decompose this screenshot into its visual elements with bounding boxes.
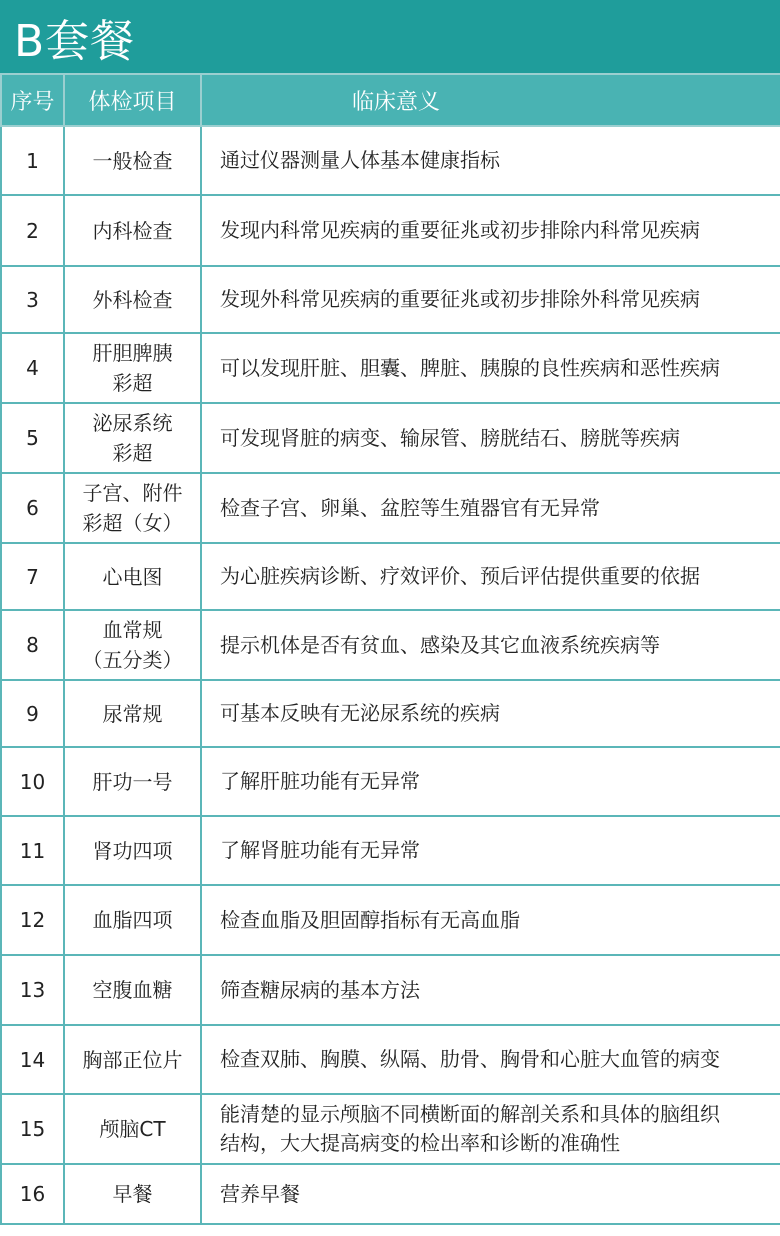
meaning-line: 检查双肺、胸膜、纵隔、肋骨、胸骨和心脏大血管的病变	[220, 1047, 720, 1071]
item-line: 空腹血糖	[92, 978, 173, 1002]
row-meaning	[201, 1164, 780, 1224]
row-meaning	[201, 816, 780, 885]
row-number: 4	[1, 333, 64, 403]
table-row	[1, 747, 780, 816]
row-number: 14	[1, 1025, 64, 1094]
item-line: 肾功四项	[92, 838, 173, 863]
item-line: 血常规	[102, 618, 163, 642]
meaning-line: 可基本反映有无泌尿系统的疾病	[220, 701, 500, 725]
row-item	[64, 816, 201, 885]
table-row	[1, 195, 780, 266]
table-row	[1, 1025, 780, 1094]
row-number: 15	[1, 1094, 64, 1164]
row-meaning	[201, 1094, 780, 1164]
checkup-table	[0, 73, 780, 1225]
row-meaning	[201, 610, 780, 680]
item-line: 子宫、附件	[82, 481, 183, 505]
row-number: 6	[1, 473, 64, 543]
table-row	[1, 1094, 780, 1164]
row-meaning	[201, 543, 780, 610]
row-number: 1	[1, 126, 64, 195]
row-meaning	[201, 473, 780, 543]
row-item	[64, 610, 201, 680]
item-line: 外科检查	[92, 287, 173, 312]
meaning-line: 为心脏疾病诊断、疗效评价、预后评估提供重要的依据	[220, 564, 700, 588]
table-row	[1, 680, 780, 747]
title-bar	[0, 0, 780, 73]
row-item	[64, 1094, 201, 1164]
table-row	[1, 333, 780, 403]
item-line: 肝功一号	[92, 769, 173, 794]
row-item	[64, 266, 201, 333]
item-line: 尿常规	[102, 701, 163, 726]
row-item	[64, 885, 201, 955]
item-line: 心电图	[102, 564, 163, 589]
meaning-line: 营养早餐	[220, 1181, 300, 1206]
column-header-meaning: 临床意义	[201, 74, 780, 126]
meaning-line: 可发现肾脏的病变、输尿管、膀胱结石、膀胱等疾病	[220, 425, 680, 450]
row-number: 16	[1, 1164, 64, 1224]
item-line: 彩超	[112, 371, 153, 395]
meaning-line: 筛查糖尿病的基本方法	[220, 977, 420, 1002]
item-line: （五分类）	[82, 648, 183, 672]
meaning-line: 结构，大大提高病变的检出率和诊断的准确性	[220, 1131, 620, 1155]
item-line: 早餐	[112, 1182, 153, 1206]
table-row	[1, 610, 780, 680]
table-row	[1, 816, 780, 885]
meaning-line: 提示机体是否有贫血、感染及其它血液系统疾病等	[220, 632, 660, 657]
meaning-line: 发现内科常见疾病的重要征兆或初步排除内科常见疾病	[220, 218, 700, 242]
table-header-row	[1, 74, 780, 126]
row-number: 3	[1, 266, 64, 333]
table-row	[1, 1164, 780, 1224]
column-header-item: 体检项目	[64, 74, 201, 126]
row-item	[64, 333, 201, 403]
row-item	[64, 543, 201, 610]
meaning-line: 检查子宫、卵巢、盆腔等生殖器官有无异常	[220, 495, 600, 520]
row-item	[64, 126, 201, 195]
row-meaning	[201, 747, 780, 816]
row-number: 10	[1, 747, 64, 816]
row-meaning	[201, 955, 780, 1025]
row-meaning	[201, 266, 780, 333]
column-header-no: 序号	[1, 74, 64, 126]
row-meaning	[201, 1025, 780, 1094]
row-item	[64, 195, 201, 266]
row-number: 2	[1, 195, 64, 266]
row-item	[64, 680, 201, 747]
meaning-line: 了解肝脏功能有无异常	[220, 769, 420, 793]
item-line: 血脂四项	[92, 908, 173, 932]
item-line: 颅脑CT	[99, 1117, 166, 1141]
table-row	[1, 473, 780, 543]
table-body	[1, 126, 780, 1224]
row-item	[64, 747, 201, 816]
meaning-line: 了解肾脏功能有无异常	[220, 838, 420, 862]
row-meaning	[201, 333, 780, 403]
item-line: 内科检查	[92, 218, 173, 243]
table-row	[1, 885, 780, 955]
row-number: 8	[1, 610, 64, 680]
item-line: 彩超	[112, 441, 153, 465]
row-number: 9	[1, 680, 64, 747]
row-item	[64, 403, 201, 473]
row-meaning	[201, 126, 780, 195]
item-line: 胸部正位片	[82, 1047, 183, 1072]
item-line: 彩超（女）	[82, 511, 183, 535]
meaning-line: 可以发现肝脏、胆囊、脾脏、胰腺的良性疾病和恶性疾病	[220, 355, 720, 380]
table-row	[1, 126, 780, 195]
row-meaning	[201, 195, 780, 266]
page-title: B套餐	[14, 15, 136, 67]
row-item	[64, 955, 201, 1025]
row-number: 7	[1, 543, 64, 610]
row-item	[64, 473, 201, 543]
item-line: 肝胆脾胰	[92, 341, 173, 365]
row-item	[64, 1164, 201, 1224]
meaning-line: 发现外科常见疾病的重要征兆或初步排除外科常见疾病	[220, 287, 700, 311]
item-line: 一般检查	[92, 148, 173, 173]
item-line: 泌尿系统	[92, 411, 173, 435]
row-number: 5	[1, 403, 64, 473]
row-number: 12	[1, 885, 64, 955]
row-number: 13	[1, 955, 64, 1025]
table-row	[1, 266, 780, 333]
row-item	[64, 1025, 201, 1094]
table-row	[1, 543, 780, 610]
row-meaning	[201, 885, 780, 955]
meaning-line: 检查血脂及胆固醇指标有无高血脂	[220, 907, 520, 932]
row-number: 11	[1, 816, 64, 885]
table-row	[1, 955, 780, 1025]
meaning-line: 能清楚的显示颅脑不同横断面的解剖关系和具体的脑组织	[220, 1102, 720, 1126]
meaning-line: 通过仪器测量人体基本健康指标	[220, 148, 500, 172]
row-meaning	[201, 403, 780, 473]
table-row	[1, 403, 780, 473]
row-meaning	[201, 680, 780, 747]
